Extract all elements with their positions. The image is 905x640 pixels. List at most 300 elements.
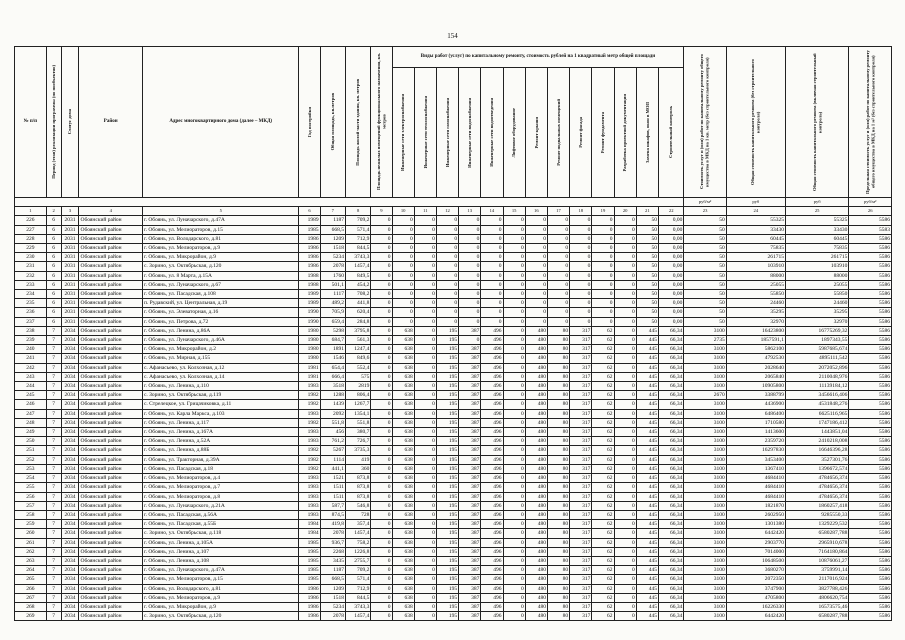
column-number: 13 bbox=[459, 207, 481, 216]
table-cell: 0 bbox=[371, 455, 392, 464]
table-cell: 80 bbox=[547, 547, 569, 556]
table-cell: 62 bbox=[592, 455, 614, 464]
table-cell: 480 bbox=[525, 437, 547, 446]
table-cell: 2034 bbox=[61, 437, 79, 446]
table-cell: 1985 bbox=[299, 575, 320, 584]
unit-c25: руб bbox=[785, 198, 848, 207]
table-cell: 1988 bbox=[299, 280, 320, 289]
table-cell: 480 bbox=[525, 483, 547, 492]
table-row bbox=[15, 547, 892, 556]
table-cell: 1985 bbox=[299, 566, 320, 575]
table-cell: 0 bbox=[414, 225, 436, 234]
table-cell: 0 bbox=[503, 391, 525, 400]
column-number: 10 bbox=[392, 207, 414, 216]
table-cell: 1209 bbox=[320, 584, 345, 593]
table-cell: 3100 bbox=[684, 428, 726, 437]
table-cell: 5586 bbox=[849, 612, 892, 621]
header-work-design: Разработка проектной документации bbox=[614, 68, 636, 198]
table-cell: 5583 bbox=[849, 225, 892, 234]
table-cell: 195 bbox=[436, 345, 458, 354]
table-cell: 195 bbox=[436, 584, 458, 593]
table-cell: 2268 bbox=[320, 547, 345, 556]
table-cell: 317 bbox=[570, 363, 592, 372]
table-cell: Обоянский район bbox=[79, 391, 142, 400]
table-cell: 5586 bbox=[849, 234, 892, 243]
column-number: 25 bbox=[785, 207, 848, 216]
table-cell: 0 bbox=[503, 409, 525, 418]
table-cell: 4684410 bbox=[726, 474, 785, 483]
table-cell: 238 bbox=[15, 326, 47, 335]
table-cell: 2034 bbox=[61, 326, 79, 335]
header-total-cost: Общая стоимость капитального ремонта (без строительного контроля) bbox=[726, 47, 785, 198]
table-cell: г. Обоянь, ул. Пасадская, д.55Б bbox=[142, 520, 299, 529]
table-cell: 2755,7 bbox=[346, 556, 371, 565]
table-cell: 620,4 bbox=[346, 308, 371, 317]
table-cell: 387 bbox=[459, 326, 481, 335]
table-cell: 2078 bbox=[320, 612, 345, 621]
table-cell: 496 bbox=[481, 612, 503, 621]
table-cell: 2034 bbox=[61, 483, 79, 492]
table-cell: 1518 bbox=[320, 244, 345, 253]
table-cell: 7 bbox=[46, 501, 61, 510]
table-row bbox=[15, 391, 892, 400]
table-cell: 50 bbox=[684, 244, 726, 253]
table-cell: 0 bbox=[503, 244, 525, 253]
table-cell: 1983 bbox=[299, 409, 320, 418]
table-cell: 419,8 bbox=[320, 520, 345, 529]
table-cell: 2092 bbox=[320, 409, 345, 418]
table-cell: 195 bbox=[436, 464, 458, 473]
header-work-gas: Инженерные сети газоснабжения bbox=[436, 68, 458, 198]
table-cell: 317 bbox=[570, 483, 592, 492]
table-cell: 24460 bbox=[785, 299, 848, 308]
table-cell: 0 bbox=[592, 244, 614, 253]
table-cell: 50 bbox=[684, 262, 726, 271]
table-cell: 2031 bbox=[61, 299, 79, 308]
table-cell: 6 bbox=[46, 225, 61, 234]
table-cell: 66,34 bbox=[658, 566, 683, 575]
table-cell: г. Обоянь, ул. Пасадская, д.108 bbox=[142, 290, 299, 299]
table-cell: 7 bbox=[46, 446, 61, 455]
table-cell: Обоянский район bbox=[79, 382, 142, 391]
table-cell: 66,34 bbox=[658, 575, 683, 584]
table-cell: 638 bbox=[392, 354, 414, 363]
table-cell: 496 bbox=[481, 363, 503, 372]
table-cell: 0 bbox=[592, 290, 614, 299]
table-cell: 496 bbox=[481, 391, 503, 400]
table-cell: 496 bbox=[481, 400, 503, 409]
table-cell: 2034 bbox=[61, 602, 79, 611]
table-cell: 571,4 bbox=[346, 225, 371, 234]
table-cell: 80 bbox=[547, 593, 569, 602]
table-cell: 0 bbox=[392, 280, 414, 289]
table-cell: 62 bbox=[592, 372, 614, 381]
table-cell: Обоянский район bbox=[79, 464, 142, 473]
table-cell: 0 bbox=[414, 510, 436, 519]
column-number: 6 bbox=[299, 207, 320, 216]
table-cell: 60445 bbox=[726, 234, 785, 243]
table-cell: 445 bbox=[636, 354, 658, 363]
table-cell: 0 bbox=[414, 336, 436, 345]
table-cell: 195 bbox=[436, 455, 458, 464]
table-row bbox=[15, 602, 892, 611]
table-cell: 0 bbox=[481, 253, 503, 262]
table-cell: 445 bbox=[636, 520, 658, 529]
table-cell: 480 bbox=[525, 520, 547, 529]
table-cell: 0 bbox=[392, 216, 414, 225]
table-cell: 62 bbox=[592, 354, 614, 363]
table-cell: 0 bbox=[547, 280, 569, 289]
table-cell: 62 bbox=[592, 547, 614, 556]
table-cell: 80 bbox=[547, 483, 569, 492]
table-cell: 7 bbox=[46, 538, 61, 547]
table-cell: 387 bbox=[459, 575, 481, 584]
table-cell: 0 bbox=[414, 391, 436, 400]
table-cell: 0 bbox=[414, 492, 436, 501]
header-row-top bbox=[15, 47, 892, 68]
table-cell: 445 bbox=[636, 464, 658, 473]
table-cell: г. Обоянь, ул. Ленина, д.107 bbox=[142, 547, 299, 556]
table-cell: 0 bbox=[503, 354, 525, 363]
table-cell: 0 bbox=[547, 216, 569, 225]
table-cell: с. Зорино, ул. Октябрьская, д.120 bbox=[142, 612, 299, 621]
table-cell: 0 bbox=[525, 225, 547, 234]
table-cell: 480 bbox=[525, 382, 547, 391]
table-cell: г. Обоянь, ул. Ленина, д.52А bbox=[142, 437, 299, 446]
table-cell: 387 bbox=[459, 474, 481, 483]
table-cell: 1981 bbox=[299, 363, 320, 372]
table-cell: г. Обоянь, ул. Ленина, д.105А bbox=[142, 538, 299, 547]
table-cell: 638 bbox=[392, 382, 414, 391]
table-cell: 0 bbox=[614, 336, 636, 345]
table-row bbox=[15, 345, 892, 354]
table-cell: 242 bbox=[15, 363, 47, 372]
table-cell: 317 bbox=[570, 602, 592, 611]
table-cell: 62 bbox=[592, 566, 614, 575]
table-cell: 317 bbox=[570, 345, 592, 354]
table-cell: 0 bbox=[371, 510, 392, 519]
table-cell: 62 bbox=[592, 556, 614, 565]
table-cell: 0 bbox=[525, 308, 547, 317]
table-cell: Обоянский район bbox=[79, 216, 142, 225]
table-cell: 659,4 bbox=[320, 317, 345, 326]
column-number: 17 bbox=[547, 207, 569, 216]
table-cell: 5586 bbox=[849, 253, 892, 262]
table-cell: 387 bbox=[459, 566, 481, 575]
table-cell: 5586 bbox=[849, 326, 892, 335]
table-cell: 496 bbox=[481, 538, 503, 547]
table-cell: 638 bbox=[392, 593, 414, 602]
table-cell: 480 bbox=[525, 556, 547, 565]
table-cell: 0 bbox=[481, 280, 503, 289]
table-cell: 546,8 bbox=[346, 501, 371, 510]
table-cell: 25055 bbox=[785, 280, 848, 289]
table-cell: 0 bbox=[371, 400, 392, 409]
table-cell: 1710580 bbox=[726, 418, 785, 427]
table-cell: 387 bbox=[459, 418, 481, 427]
table-row bbox=[15, 308, 892, 317]
table-cell: 6625116,965 bbox=[785, 409, 848, 418]
table-cell: 480 bbox=[525, 418, 547, 427]
table-cell: 0 bbox=[371, 418, 392, 427]
table-cell: 62 bbox=[592, 345, 614, 354]
table-cell: 638 bbox=[392, 418, 414, 427]
table-cell: 445 bbox=[636, 566, 658, 575]
table-cell: 2034 bbox=[61, 584, 79, 593]
table-cell: 0 bbox=[414, 455, 436, 464]
table-cell: 1367410 bbox=[726, 464, 785, 473]
table-cell: 480 bbox=[525, 391, 547, 400]
table-cell: 5586 bbox=[849, 501, 892, 510]
table-cell: 50 bbox=[636, 262, 658, 271]
table-cell: 5586 bbox=[849, 529, 892, 538]
table-cell: Обоянский район bbox=[79, 501, 142, 510]
table-cell: 0 bbox=[614, 253, 636, 262]
table-row bbox=[15, 538, 892, 547]
table-cell: 243 bbox=[15, 372, 47, 381]
units-row bbox=[15, 198, 892, 207]
table-cell: 480 bbox=[525, 501, 547, 510]
table-cell: 62 bbox=[592, 474, 614, 483]
header-living-area: Площадь жилой части здания, кв. метров bbox=[346, 47, 371, 198]
table-cell: 480 bbox=[525, 326, 547, 335]
table-cell: 50 bbox=[684, 234, 726, 243]
table-cell: 5234 bbox=[320, 253, 345, 262]
table-cell: г. Обоянь, ул. Пасадская, д.18 bbox=[142, 464, 299, 473]
table-cell: г. Обоянь, ул. Ленина, д.88Б bbox=[142, 446, 299, 455]
table-cell: 317 bbox=[570, 418, 592, 427]
table-cell: 1983 bbox=[299, 501, 320, 510]
table-cell: 2031 bbox=[61, 244, 79, 253]
table-cell: 445 bbox=[636, 602, 658, 611]
table-cell: 195 bbox=[436, 382, 458, 391]
table-cell: 0 bbox=[371, 363, 392, 372]
table-cell: 7 bbox=[46, 464, 61, 473]
table-cell: 5586 bbox=[849, 584, 892, 593]
table-cell: 7014000 bbox=[726, 547, 785, 556]
table-cell: 0 bbox=[459, 290, 481, 299]
table-cell: 0 bbox=[371, 280, 392, 289]
table-cell: 317 bbox=[570, 501, 592, 510]
table-cell: 6 bbox=[46, 308, 61, 317]
table-cell: 0 bbox=[371, 602, 392, 611]
table-cell: 2034 bbox=[61, 520, 79, 529]
column-number: 5 bbox=[142, 207, 299, 216]
table-cell: 261 bbox=[15, 538, 47, 547]
table-cell: 66,34 bbox=[658, 345, 683, 354]
table-cell: 66,34 bbox=[658, 464, 683, 473]
table-cell: 62 bbox=[592, 501, 614, 510]
table-cell: 496 bbox=[481, 593, 503, 602]
table-cell: 501,1 bbox=[320, 280, 345, 289]
table-cell: 0 bbox=[614, 538, 636, 547]
table-cell: 257 bbox=[15, 501, 47, 510]
table-cell: 1860257,418 bbox=[785, 501, 848, 510]
table-cell: 7 bbox=[46, 326, 61, 335]
table-cell: 668,5 bbox=[320, 575, 345, 584]
table-cell: 0 bbox=[614, 418, 636, 427]
table-cell: 1985 bbox=[299, 556, 320, 565]
table-cell: 35295 bbox=[785, 308, 848, 317]
table-cell: 0 bbox=[614, 391, 636, 400]
table-cell: 551,8 bbox=[346, 418, 371, 427]
table-cell: 387 bbox=[459, 584, 481, 593]
table-cell: 2965910,678 bbox=[785, 538, 848, 547]
unit-c24: руб bbox=[726, 198, 785, 207]
table-cell: 445 bbox=[636, 547, 658, 556]
table-cell: 16573575,46 bbox=[785, 602, 848, 611]
table-cell: 387 bbox=[459, 492, 481, 501]
table-cell: 0 bbox=[436, 271, 458, 280]
table-cell: 0 bbox=[503, 575, 525, 584]
table-cell: 62 bbox=[592, 391, 614, 400]
table-cell: 480 bbox=[525, 538, 547, 547]
table-cell: Обоянский район bbox=[79, 584, 142, 593]
table-cell: 0 bbox=[503, 299, 525, 308]
table-cell: 1354,1 bbox=[346, 409, 371, 418]
table-cell: 2031 bbox=[61, 225, 79, 234]
table-cell: 3100 bbox=[684, 492, 726, 501]
table-cell: 387 bbox=[459, 354, 481, 363]
table-cell: 445 bbox=[636, 501, 658, 510]
table-cell: 0 bbox=[503, 602, 525, 611]
table-cell: 0 bbox=[481, 317, 503, 326]
table-cell: 235 bbox=[15, 299, 47, 308]
table-cell: 936,7 bbox=[320, 538, 345, 547]
table-cell: 7 bbox=[46, 336, 61, 345]
table-cell: 2034 bbox=[61, 538, 79, 547]
table-cell: 2117016,924 bbox=[785, 575, 848, 584]
table-cell: 7 bbox=[46, 566, 61, 575]
table-cell: 62 bbox=[592, 382, 614, 391]
table-cell: 480 bbox=[525, 547, 547, 556]
table-cell: 62 bbox=[592, 492, 614, 501]
table-cell: 1982 bbox=[299, 400, 320, 409]
table-cell: 0 bbox=[436, 308, 458, 317]
table-cell: 5586 bbox=[849, 244, 892, 253]
table-cell: 80 bbox=[547, 382, 569, 391]
table-cell: 496 bbox=[481, 529, 503, 538]
table-cell: 441,8 bbox=[346, 299, 371, 308]
table-cell: 2903770 bbox=[726, 538, 785, 547]
table-cell: 387 bbox=[459, 437, 481, 446]
table-cell: 195 bbox=[436, 575, 458, 584]
table-cell: 262 bbox=[15, 547, 47, 556]
table-cell: 80 bbox=[547, 566, 569, 575]
table-cell: 1983 bbox=[299, 437, 320, 446]
table-cell: 5586 bbox=[849, 400, 892, 409]
table-cell: 2034 bbox=[61, 428, 79, 437]
table-cell: 496 bbox=[481, 584, 503, 593]
table-cell: 2031 bbox=[61, 216, 79, 225]
table-cell: 3100 bbox=[684, 474, 726, 483]
table-cell: 0,00 bbox=[658, 253, 683, 262]
table-cell: 0 bbox=[503, 262, 525, 271]
table-cell: 240 bbox=[15, 345, 47, 354]
table-cell: 387 bbox=[459, 409, 481, 418]
table-cell: 0 bbox=[503, 345, 525, 354]
table-cell: 3100 bbox=[684, 501, 726, 510]
table-row bbox=[15, 253, 892, 262]
table-cell: 0 bbox=[614, 474, 636, 483]
table-cell: 195 bbox=[436, 428, 458, 437]
table-cell: 2034 bbox=[61, 372, 79, 381]
column-number: 4 bbox=[79, 207, 142, 216]
table-cell: 0 bbox=[371, 547, 392, 556]
table-cell: 1983 bbox=[299, 483, 320, 492]
table-cell: 317 bbox=[570, 464, 592, 473]
table-cell: Обоянский район bbox=[79, 483, 142, 492]
table-cell: 445 bbox=[636, 575, 658, 584]
table-cell: 256 bbox=[15, 492, 47, 501]
header-work-facade: Ремонт фасада bbox=[570, 68, 592, 198]
table-row bbox=[15, 299, 892, 308]
table-cell: 638 bbox=[392, 455, 414, 464]
table-cell: 551,8 bbox=[320, 418, 345, 427]
table-cell: 66,34 bbox=[658, 326, 683, 335]
table-cell: 229 bbox=[15, 244, 47, 253]
table-cell: 6486400 bbox=[726, 409, 785, 418]
table-cell: 6 bbox=[46, 262, 61, 271]
table-cell: г. Обоянь, ул. Петрова, д.72 bbox=[142, 317, 299, 326]
table-cell: 66,34 bbox=[658, 556, 683, 565]
header-work-basement: Ремонт подвальных помещений bbox=[547, 68, 569, 198]
table-cell: 0 bbox=[371, 556, 392, 565]
table-cell: 66,34 bbox=[658, 391, 683, 400]
table-cell: 62 bbox=[592, 428, 614, 437]
table-cell: 4806620,754 bbox=[785, 593, 848, 602]
table-cell: 496 bbox=[481, 556, 503, 565]
table-cell: 317 bbox=[570, 400, 592, 409]
table-cell: 7 bbox=[46, 418, 61, 427]
table-cell: 387 bbox=[459, 428, 481, 437]
table-cell: 50 bbox=[684, 308, 726, 317]
table-cell: 253 bbox=[15, 464, 47, 473]
table-cell: 0 bbox=[614, 529, 636, 538]
table-cell: 445 bbox=[636, 492, 658, 501]
table-cell: 726,7 bbox=[346, 437, 371, 446]
table-cell: 0 bbox=[371, 529, 392, 538]
table-cell: 50 bbox=[684, 216, 726, 225]
table-cell: 5586 bbox=[849, 336, 892, 345]
table-cell: 5586 bbox=[849, 593, 892, 602]
table-cell: 0 bbox=[436, 244, 458, 253]
table-cell: 266 bbox=[15, 584, 47, 593]
table-cell: 0 bbox=[592, 299, 614, 308]
table-cell: 638 bbox=[392, 446, 414, 455]
table-cell: 1247,4 bbox=[346, 345, 371, 354]
table-cell: 5586 bbox=[849, 520, 892, 529]
table-cell: 80 bbox=[547, 326, 569, 335]
table-cell: 2034 bbox=[61, 446, 79, 455]
table-cell: 6442420 bbox=[726, 529, 785, 538]
table-cell: 6 bbox=[46, 244, 61, 253]
table-cell: 445 bbox=[636, 538, 658, 547]
table-cell: 80 bbox=[547, 510, 569, 519]
table-cell: 638 bbox=[392, 474, 414, 483]
table-cell: 7 bbox=[46, 593, 61, 602]
table-cell: 317 bbox=[570, 538, 592, 547]
table-cell: 445 bbox=[636, 345, 658, 354]
table-cell: 80 bbox=[547, 428, 569, 437]
table-cell: 66,34 bbox=[658, 584, 683, 593]
table-cell: 80 bbox=[547, 391, 569, 400]
table-cell: 0 bbox=[614, 602, 636, 611]
table-cell: 0 bbox=[392, 253, 414, 262]
table-cell: 0 bbox=[371, 501, 392, 510]
table-row bbox=[15, 225, 892, 234]
table-cell: 50 bbox=[684, 253, 726, 262]
